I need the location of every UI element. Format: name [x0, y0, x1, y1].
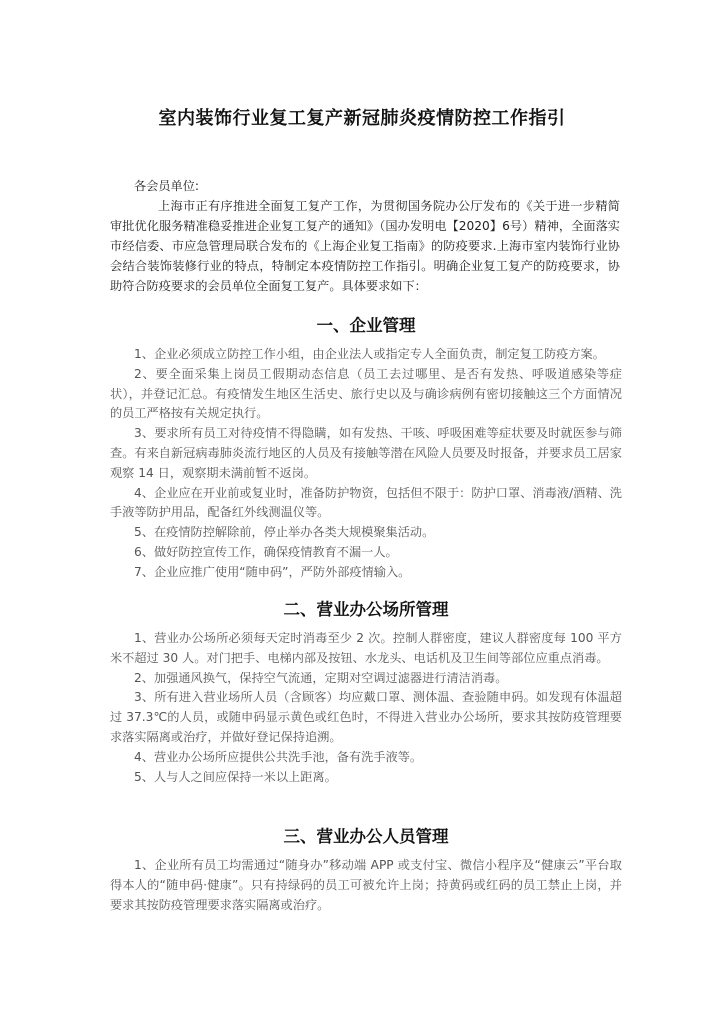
- list-item: 5、在疫情防控解除前，停止举办各类大规模聚集活动。: [134, 525, 435, 540]
- list-item: 1、企业所有员工均需通过“随身办”移动端 APP 或支付宝、微信小程序及“健康云”平台取得本人的“随申码·健康”。只有持绿码的员工可被允许上岗；持黄码或红码的员工禁止上岗，并要求其按防疫管理要求落实隔离或治疗。: [110, 858, 622, 912]
- section-enterprise-management: [110, 313, 622, 583]
- intro-paragraph: 上海市正有序推进全面复工复产工作，为贯彻国务院办公厅发布的《关于进一步精简审批优化服务精准稳妥推进企业复工复产的通知》（国办发明电【2020】6号）精神，全面落实市经信委、市应急管理局联合发布的《上海企业复工指南》的防疫要求.上海市室内装饰行业协会结合装饰装修行业的特点，特制定本疫情防控工作指引。明确企业复工复产的防疫要求，协助符合防疫要求的会员单位全面复工复产。具体要求如下：: [110, 199, 620, 293]
- intro-block: [110, 176, 620, 296]
- section-office-premises: [110, 597, 622, 787]
- list-item: 2、要全面采集上岗员工假期动态信息（员工去过哪里、是否有发热、呼吸道感染等症状），并登记汇总。有疫情发生地区生活史、旅行史以及与确诊病例有密切接触这三个方面情况的员工严格按有关规定执行。: [110, 366, 622, 421]
- section-office-staff: [110, 824, 622, 915]
- document-title: 室内装饰行业复工复产新冠肺炎疫情防控工作指引: [158, 108, 566, 129]
- list-item: 4、企业应在开业前或复业时，准备防护物资，包括但不限于：防护口罩、消毒液/酒精、洗手液等防护用品，配备红外线测温仪等。: [110, 485, 622, 520]
- section-list: [110, 629, 622, 787]
- list-item: 6、做好防控宣传工作，确保疫情教育不漏一人。: [134, 544, 398, 559]
- section-list: [110, 856, 622, 915]
- list-item: 1、营业办公场所必须每天定时消毒至少 2 次。控制人群密度，建议人群密度每 100 平方米不超过 30 人。对门把手、电梯内部及按钮、水龙头、电话机及卫生间等部位应重点消毒。: [110, 631, 622, 665]
- list-item: 3、要求所有员工对待疫情不得隐瞒，如有发热、干咳、呼吸困难等症状要及时就医参与筛查。有来自新冠病毒肺炎流行地区的人员及有接触等潜在风险人员要及时报备，并要求员工居家观察 14 日，观察期未满前暂不返岗。: [110, 426, 622, 480]
- section-heading: 一、企业管理: [316, 316, 416, 335]
- section-list: [110, 345, 622, 583]
- list-item: 2、加强通风换气，保持空气流通，定期对空调过滤器进行清洁消毒。: [134, 670, 508, 685]
- list-item: 7、企业应推广使用“随申码”，严防外部疫情输入。: [134, 564, 411, 579]
- section-heading: 二、营业办公场所管理: [283, 600, 449, 619]
- list-item: 3、所有进入营业场所人员（含顾客）均应戴口罩、测体温、查验随申码。如发现有体温超过 37.3℃的人员，或随申码显示黄色或红色时，不得进入营业办公场所，要求其按防疫管理要求落实隔离或治疗，并做好登记保持追溯。: [110, 690, 622, 744]
- list-item: 4、营业办公场所应提供公共洗手池，备有洗手液等。: [134, 749, 423, 764]
- section-heading: 三、营业办公人员管理: [283, 827, 449, 846]
- greeting: 各会员单位:: [134, 179, 200, 193]
- list-item: 5、人与人之间应保持一米以上距离。: [134, 769, 337, 784]
- list-item: 1、企业必须成立防控工作小组，由企业法人或指定专人全面负责，制定复工防疫方案。: [134, 347, 605, 361]
